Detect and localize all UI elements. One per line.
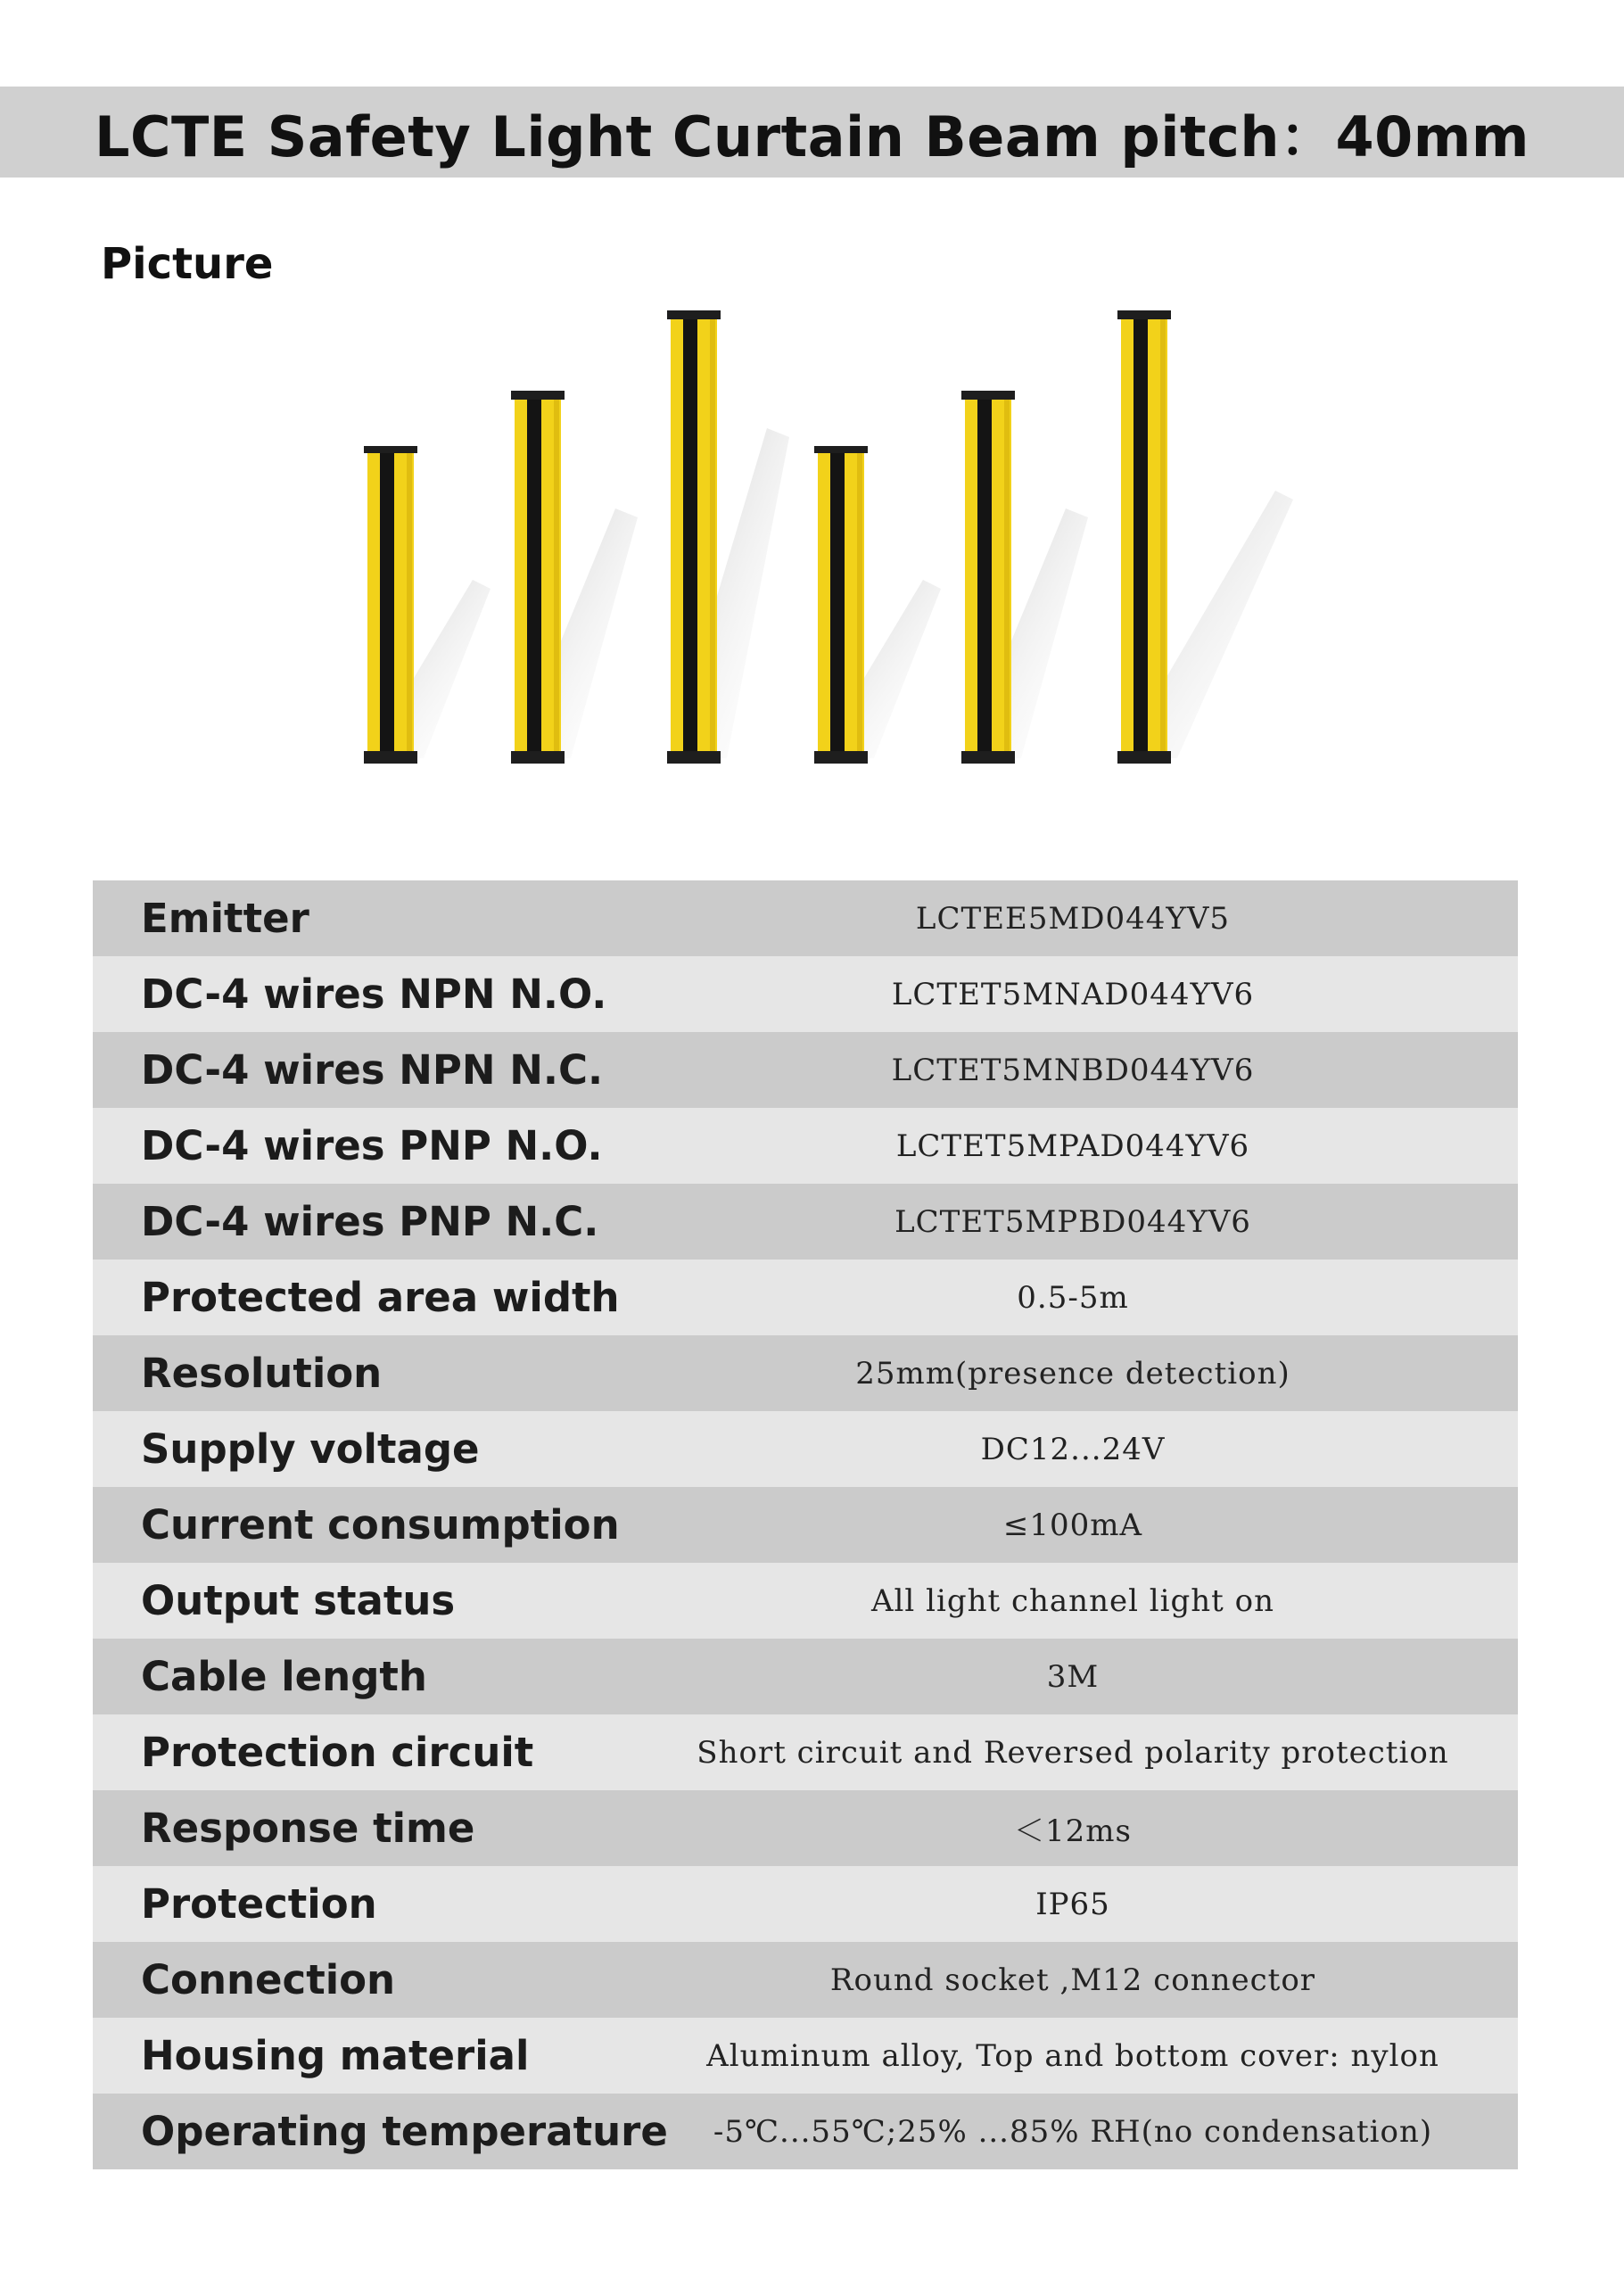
spec-value: Short circuit and Reversed polarity protection xyxy=(697,1734,1449,1771)
spec-row-operating-temperature xyxy=(93,2094,1518,2169)
spec-label: DC-4 wires PNP N.O. xyxy=(141,1122,603,1169)
spec-row-cable-length xyxy=(93,1639,1518,1714)
spec-row-emitter xyxy=(93,880,1518,956)
spec-label: DC-4 wires NPN N.O. xyxy=(141,971,607,1018)
spec-label: Housing material xyxy=(141,2032,530,2079)
spec-value: ≤100mA xyxy=(1002,1507,1143,1543)
spec-label: DC-4 wires NPN N.C. xyxy=(141,1046,604,1094)
spec-table xyxy=(93,880,1518,2169)
spec-value: Round socket ,M12 connector xyxy=(829,1962,1316,1998)
title-band xyxy=(0,87,1624,178)
spec-row-output-status xyxy=(93,1563,1518,1639)
spec-label: Protection xyxy=(141,1880,377,1928)
spec-label: Response time xyxy=(141,1805,475,1852)
spec-value: LCTEE5MD044YV5 xyxy=(915,900,1231,937)
light-curtain-unit-1 xyxy=(364,446,490,764)
spec-row-npn-nc xyxy=(93,1032,1518,1108)
spec-row-supply-voltage xyxy=(93,1411,1518,1487)
spec-value: DC12...24V xyxy=(980,1431,1166,1467)
spec-value: -5℃...55℃;25% ...85% RH(no condensation) xyxy=(713,2113,1433,2150)
product-photo xyxy=(339,294,1320,794)
spec-row-protected-area-width xyxy=(93,1260,1518,1335)
spec-value: LCTET5MNBD044YV6 xyxy=(891,1052,1255,1088)
spec-value: LCTET5MNAD044YV6 xyxy=(891,976,1255,1012)
spec-label: Emitter xyxy=(141,895,309,942)
picture-heading: Picture xyxy=(101,239,274,289)
spec-value: IP65 xyxy=(1035,1886,1110,1922)
spec-label: Protection circuit xyxy=(141,1729,534,1776)
spec-label: Operating temperature xyxy=(141,2108,668,2155)
spec-row-resolution xyxy=(93,1335,1518,1411)
spec-row-response-time xyxy=(93,1790,1518,1866)
spec-label: Cable length xyxy=(141,1653,427,1700)
spec-row-pnp-no xyxy=(93,1108,1518,1184)
spec-value: LCTET5MPAD044YV6 xyxy=(895,1127,1250,1164)
light-curtain-unit-5 xyxy=(961,391,1088,764)
light-curtain-unit-4 xyxy=(814,446,941,764)
spec-label: Resolution xyxy=(141,1350,383,1397)
spec-value: Aluminum alloy, Top and bottom cover: nylon xyxy=(706,2037,1439,2074)
spec-value: 3M xyxy=(1046,1658,1100,1695)
spec-row-protection-circuit xyxy=(93,1714,1518,1790)
spec-label: Supply voltage xyxy=(141,1425,480,1473)
spec-value: All light channel light on xyxy=(870,1582,1275,1619)
spec-row-current-consumption xyxy=(93,1487,1518,1563)
spec-label: Connection xyxy=(141,1956,396,2003)
spec-row-housing-material xyxy=(93,2018,1518,2094)
page-title: LCTE Safety Light Curtain Beam pitch：40mm xyxy=(94,103,1530,169)
light-curtain-unit-6 xyxy=(1117,310,1293,764)
light-curtain-unit-3 xyxy=(667,310,789,764)
spec-value: ＜12ms xyxy=(1014,1813,1132,1849)
spec-row-connection xyxy=(93,1942,1518,2018)
spec-row-protection xyxy=(93,1866,1518,1942)
spec-row-pnp-nc xyxy=(93,1184,1518,1260)
spec-label: Protected area width xyxy=(141,1274,620,1321)
spec-row-npn-no xyxy=(93,956,1518,1032)
spec-label: DC-4 wires PNP N.C. xyxy=(141,1198,599,1245)
spec-value: 0.5-5m xyxy=(1017,1279,1129,1316)
spec-value: LCTET5MPBD044YV6 xyxy=(894,1203,1251,1240)
spec-value: 25mm(presence detection) xyxy=(855,1355,1290,1392)
light-curtain-unit-2 xyxy=(511,391,638,764)
spec-label: Current consumption xyxy=(141,1501,620,1549)
spec-label: Output status xyxy=(141,1577,456,1624)
